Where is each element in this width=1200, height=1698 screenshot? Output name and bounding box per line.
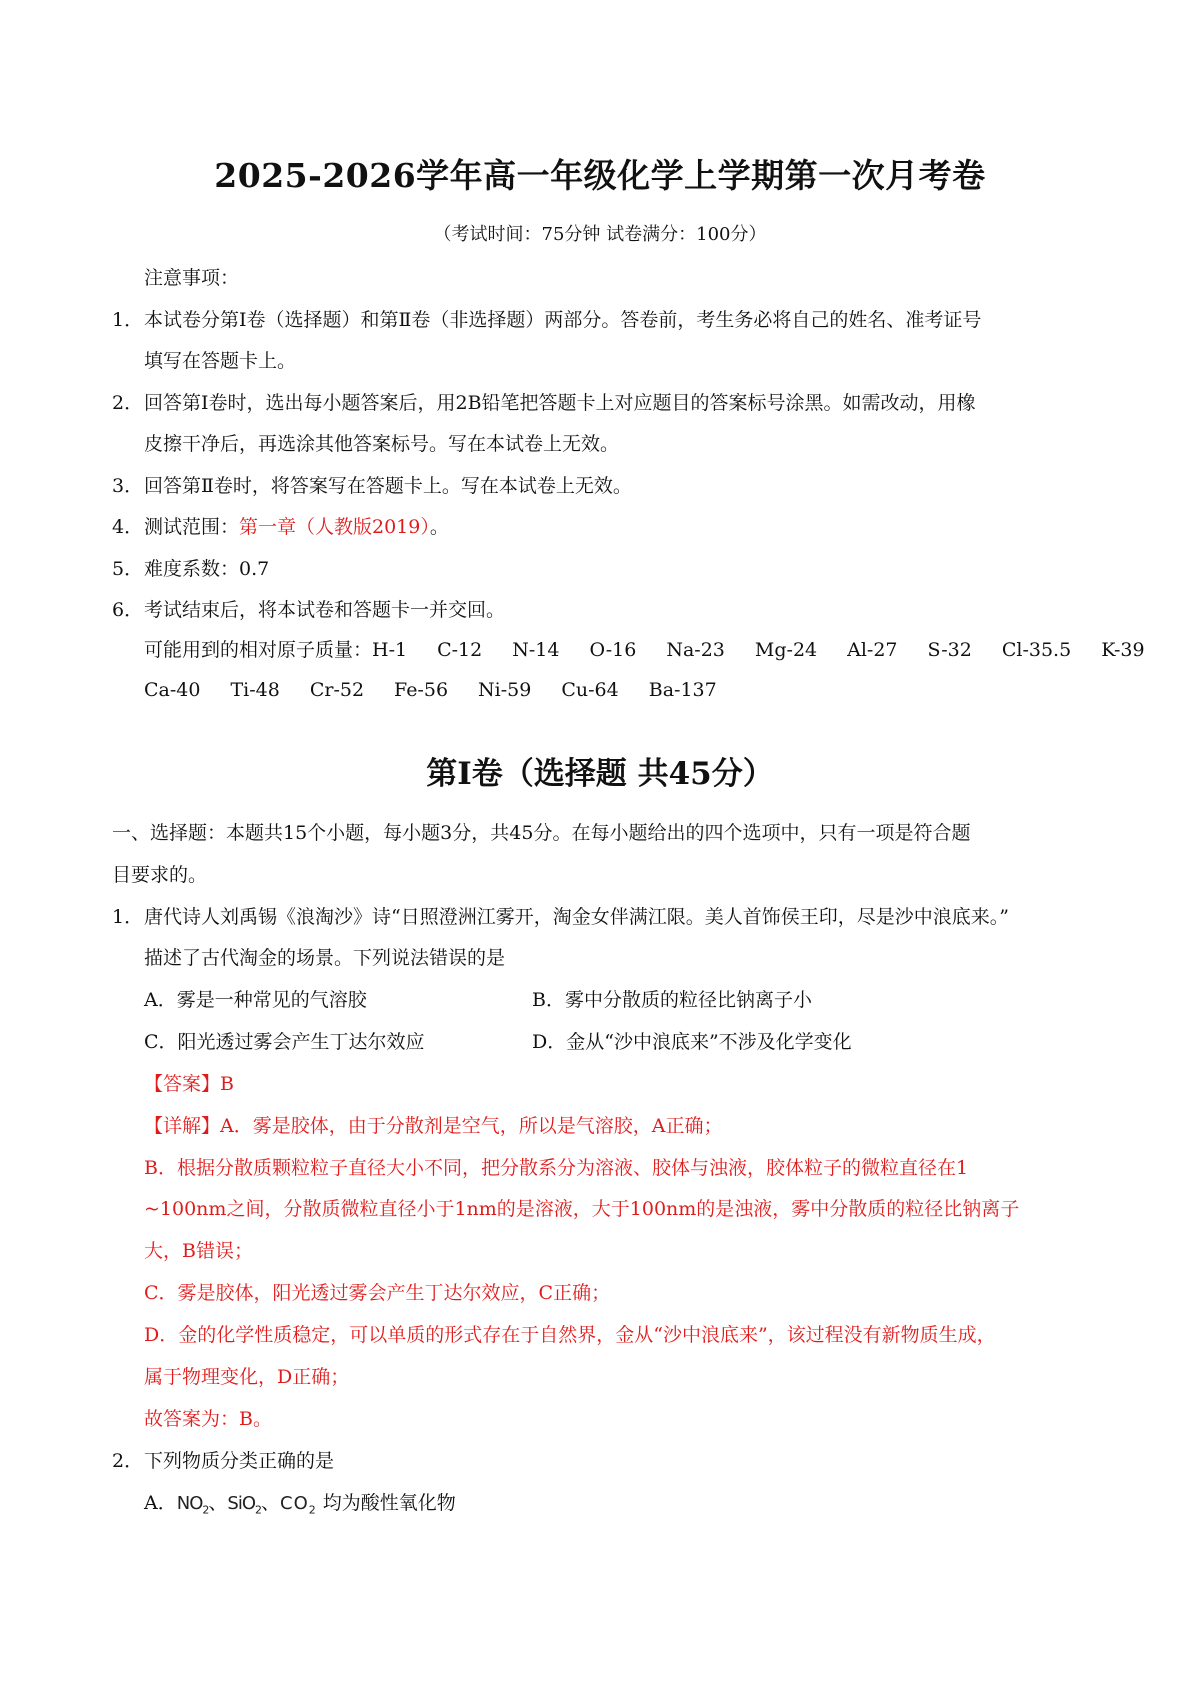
atomic-mass-row-1 [144, 637, 1175, 663]
atomic-mass-item: H-1 [372, 639, 408, 661]
notice-num-5: 5． [112, 558, 144, 580]
q1-option-c: C．阳光透过雾会产生丁达尔效应 [144, 1031, 425, 1053]
notice-num-3: 3． [112, 475, 144, 497]
atomic-mass-item: Ba-137 [648, 679, 717, 701]
q1-explain-line-7: 属于物理变化，D正确； [144, 1366, 350, 1388]
separator: 、 [261, 1492, 281, 1514]
q1-explain-line-4: 大，B错误； [144, 1240, 253, 1262]
notice-4-line [144, 514, 449, 540]
atomic-mass-item: Na-23 [666, 639, 725, 661]
notice-heading: 注意事项： [144, 267, 240, 289]
q1-explain-line-2: B．根据分散质颗粒粒子直径大小不同，把分散系分为溶液、胶体与浊液，胶体粒子的微粒直径在1 [144, 1157, 969, 1179]
q1-option-b: B．雾中分散质的粒径比钠离子小 [532, 989, 812, 1011]
q2-number: 2． [112, 1450, 144, 1472]
atomic-mass-item: O-16 [589, 639, 637, 661]
q1-stem-line-2: 描述了古代淘金的场景。下列说法错误的是 [144, 947, 506, 969]
q2-option-a-suffix: 均为酸性氧化物 [322, 1492, 456, 1514]
notice-num-2: 2． [112, 392, 144, 414]
q1-number: 1． [112, 906, 144, 928]
atomic-mass-item: Fe-56 [394, 679, 449, 701]
atomic-mass-item: N-14 [512, 639, 560, 661]
separator: 、 [208, 1492, 228, 1514]
atomic-mass-item: Cu-64 [561, 679, 619, 701]
notice-5-line-1: 难度系数：0.7 [144, 558, 270, 580]
atomic-mass-item: K-39 [1101, 639, 1145, 661]
atomic-mass-item: Cr-52 [309, 679, 365, 701]
formula-co2: $CO_2$ [280, 1493, 317, 1517]
notice-num-1: 1． [112, 309, 144, 331]
q2-option-a [144, 1490, 456, 1524]
section-1-title: 第Ⅰ卷（选择题 共45分） [426, 756, 774, 792]
atomic-mass-item: Cl-35.5 [1001, 639, 1072, 661]
q1-option-a: A．雾是一种常见的气溶胶 [144, 989, 367, 1011]
q2-stem: 下列物质分类正确的是 [144, 1450, 335, 1472]
exam-title: 2025-2026学年高一年级化学上学期第一次月考卷 [214, 156, 986, 195]
q1-explain-line-3: ~100nm之间，分散质微粒直径小于1nm的是溶液，大于100nm的是浊液，雾中分散质的粒径比钠离子 [144, 1198, 1020, 1220]
q1-explain-line-1 [144, 1113, 722, 1139]
notice-6-line-1: 考试结束后，将本试卷和答题卡一并交回。 [144, 599, 506, 621]
formula-sio2: SiO$_2$ [227, 1493, 261, 1517]
notice-2-line-2: 皮擦干净后，再选涂其他答案标号。写在本试卷上无效。 [144, 433, 620, 455]
notice-4-suffix: 。 [429, 516, 449, 538]
notice-num-6: 6． [112, 599, 144, 621]
q1-stem-line-1: 唐代诗人刘禹锡《浪淘沙》诗“日照澄洲江雾开，淘金女伴满江限。美人首饰侯王印，尽是沙中浪底来。” [144, 906, 1009, 928]
atomic-mass-item: Mg-24 [754, 639, 818, 661]
section-1-instruction-line-2: 目要求的。 [112, 864, 208, 886]
q1-option-d: D．金从“沙中浪底来”不涉及化学变化 [532, 1031, 852, 1053]
test-scope-highlight: 第一章（人教版2019） [239, 516, 430, 538]
q1-explain-line-8: 故答案为：B。 [144, 1408, 272, 1430]
notice-4-prefix: 测试范围： [144, 516, 240, 538]
notice-3-line-1: 回答第Ⅱ卷时，将答案写在答题卡上。写在本试卷上无效。 [144, 475, 632, 497]
q2-option-a-prefix: A． [144, 1492, 177, 1514]
exam-subtitle: （考试时间：75分钟 试卷满分：100分） [433, 224, 767, 245]
notice-1-line-2: 填写在答题卡上。 [144, 350, 297, 372]
q1-answer: 【答案】B [144, 1073, 234, 1095]
notice-num-4: 4． [112, 516, 144, 538]
q1-explain-line-6: D．金的化学性质稳定，可以单质的形式存在于自然界，金从“沙中浪底来”，该过程没有新物质生成， [144, 1324, 996, 1346]
section-1-instruction-line-1: 一、选择题：本题共15个小题，每小题3分，共45分。在每小题给出的四个选项中，只有一项是符合题 [112, 822, 971, 844]
atomic-mass-row-2 [144, 677, 747, 703]
formula-no2: $NO_2$ [176, 1493, 209, 1517]
atomic-mass-item: Al-27 [847, 639, 898, 661]
q1-explain-line-5: C．雾是胶体，阳光透过雾会产生丁达尔效应，C正确； [144, 1282, 611, 1304]
q1-explain-label: 【详解】 [144, 1115, 221, 1137]
notice-1-line-1: 本试卷分第Ⅰ卷（选择题）和第Ⅱ卷（非选择题）两部分。答卷前，考生务必将自己的姓名、准考证号 [144, 309, 982, 331]
atomic-mass-item: Ni-59 [478, 679, 532, 701]
atomic-mass-item: C-12 [437, 639, 483, 661]
atomic-mass-item: S-32 [927, 639, 972, 661]
atomic-mass-item: Ti-48 [230, 679, 280, 701]
atomic-mass-label: 可能用到的相对原子质量： [144, 639, 373, 661]
atomic-mass-item: Ca-40 [144, 679, 201, 701]
atomic-mass-list-1 [372, 639, 1175, 661]
notice-2-line-1: 回答第Ⅰ卷时，选出每小题答案后，用2B铅笔把答题卡上对应题目的答案标号涂黑。如需改动，用橡 [144, 392, 976, 414]
q1-explain-a: A．雾是胶体，由于分散剂是空气，所以是气溶胶，A正确； [220, 1115, 723, 1137]
